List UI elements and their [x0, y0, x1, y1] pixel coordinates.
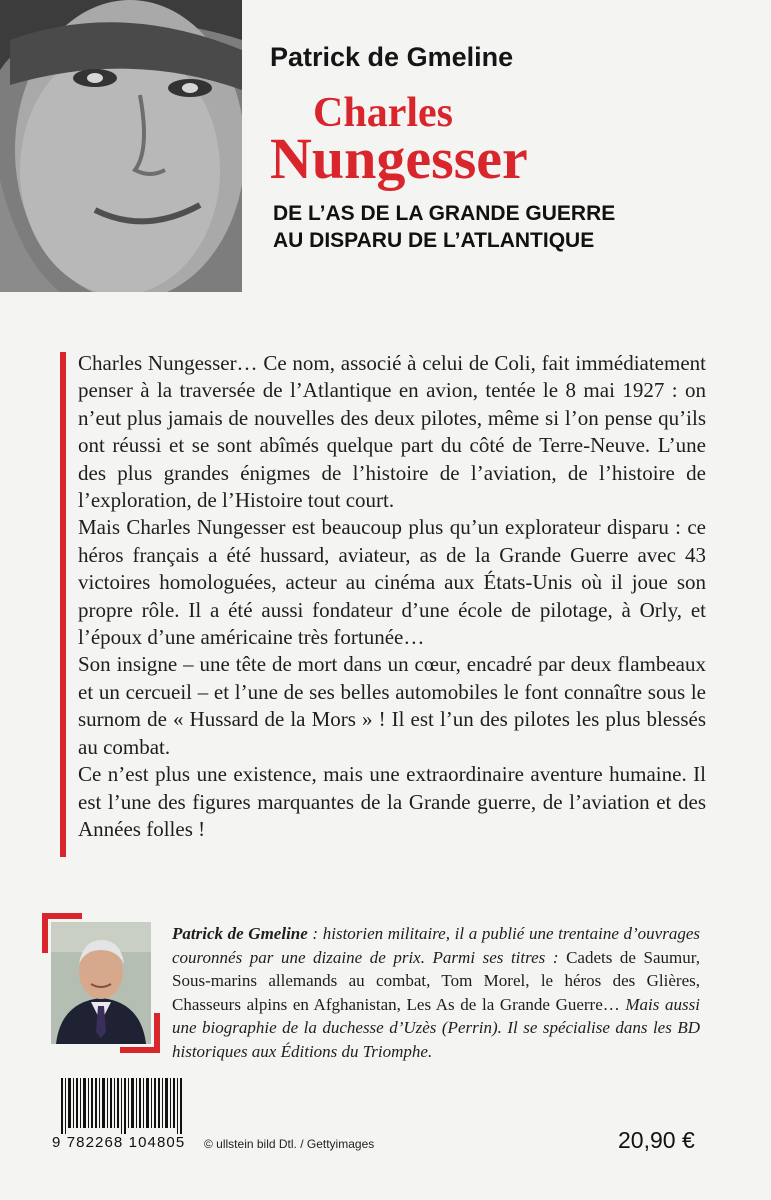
portrait-illustration	[0, 0, 242, 292]
book-subtitle	[273, 200, 615, 254]
bio-outro: Mais aussi une biographie de la duchesse d’Uzès (Perrin). Il se spécialise dans les BD historiques aux Éditions du Triomphe.	[172, 994, 700, 1061]
blurb-paragraph: Ce n’est plus une existence, mais une extraordinaire aventure humaine. Il est l’une des figures marquantes de la Grande guerre, de l’aviation et des Années folles !	[78, 762, 706, 841]
blurb-accent-bar	[60, 352, 66, 857]
subtitle-line-2: AU DISPARU DE L’ATLANTIQUE	[273, 229, 595, 252]
blurb-text	[78, 350, 706, 843]
author-photo-frame	[42, 913, 160, 1053]
cover-portrait-photo	[0, 0, 242, 292]
bio-intro: : historien militaire, il a publié une trentaine d’ouvrages couronnés par une dizaine de prix. Parmi ses titres :	[172, 924, 700, 967]
book-price: 20,90 €	[618, 1127, 695, 1153]
barcode-bars	[59, 1078, 187, 1134]
book-title-first-name: Charles	[313, 90, 453, 136]
author-photo	[51, 922, 151, 1044]
bio-author-name: Patrick de Gmeline	[172, 924, 308, 943]
photo-credit: © ullstein bild Dtl. / Gettyimages	[204, 1137, 375, 1151]
author-portrait-illustration	[51, 922, 151, 1044]
cover-author-name: Patrick de Gmeline	[270, 42, 514, 72]
blurb-paragraph: Mais Charles Nungesser est beaucoup plus qu’un explorateur disparu : ce héros français a été hussard, aviateur, as de la Grande Guerre avec 43 victoires homologuées, acteur au cinéma aux États-Unis où il joue son propre rôle. Il a été aussi fondateur d’une école de pilotage, à Orly, et l’époux d’une américaine très fortunée…	[78, 515, 706, 650]
subtitle-line-1: DE L’AS DE LA GRANDE GUERRE	[273, 202, 616, 225]
blurb-paragraph: Charles Nungesser… Ce nom, associé à celui de Coli, fait immédiatement penser à la traversée de l’Atlantique en avion, tentée le 8 mai 1927 : on n’eut plus jamais de nouvelles des deux pilotes, même si l’on pense qu’ils ont réussi et se sont abîmés quelque part du côté de Terre-Neuve. L’une des plus grandes énigmes de l’histoire de l’aviation, de l’histoire de l’exploration, de l’Histoire tout court.	[78, 351, 706, 513]
blurb-paragraph: Son insigne – une tête de mort dans un cœur, encadré par deux flambeaux et un cercueil – et l’une de ses belles automobiles le font connaître sous le surnom de « Hussard de la Mors » ! Il est l’un des pilotes les plus blessés au combat.	[78, 652, 706, 759]
bio-titles: Cadets de Saumur, Sous-marins allemands au combat, Tom Morel, le héros des Glières, Chasseurs alpins en Afghanistan, Les As de la Grande Guerre…	[172, 947, 700, 1014]
book-title-last-name: Nungesser	[270, 126, 528, 191]
author-biography	[172, 922, 700, 1064]
isbn-number: 9 782268 104805	[52, 1134, 186, 1151]
